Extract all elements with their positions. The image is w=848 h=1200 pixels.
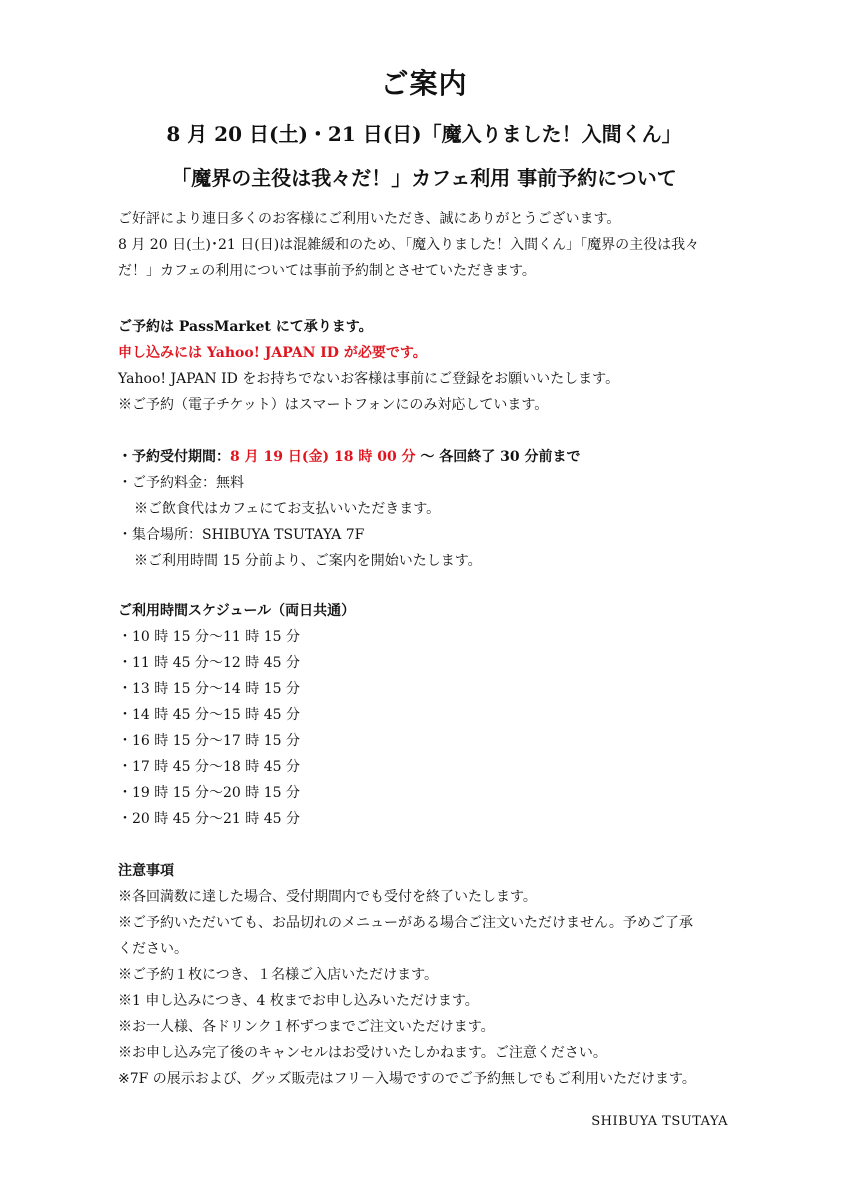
period-start: 8 月 19 日(金) 18 時 00 分 bbox=[230, 449, 416, 465]
schedule-slot: ・11 時 45 分～12 時 45 分 bbox=[118, 655, 300, 671]
note-line: ※お申し込み完了後のキャンセルはお受けいたしかねます。ご注意ください。 bbox=[118, 1045, 607, 1061]
period-label: ・予約受付期間： bbox=[118, 449, 230, 465]
cafe-subtitle: 「魔界の主役は我々だ！」カフェ利用 事前予約について bbox=[171, 166, 677, 190]
store-signature: SHIBUYA TSUTAYA bbox=[591, 1114, 728, 1129]
schedule-slot: ・17 時 45 分～18 時 45 分 bbox=[118, 759, 300, 775]
schedule-slot: ・13 時 15 分～14 時 15 分 bbox=[118, 681, 300, 697]
yahoo-id-required-notice: 申し込みには Yahoo! JAPAN ID が必要です。 bbox=[118, 345, 427, 361]
notes-heading: 注意事項 bbox=[118, 863, 174, 879]
reservation-section bbox=[118, 314, 738, 418]
intro-section bbox=[118, 206, 738, 284]
reservation-heading: ご予約は PassMarket にて承ります。 bbox=[118, 319, 373, 335]
schedule-slot: ・14 時 45 分～15 時 45 分 bbox=[118, 707, 300, 723]
note-line: ※7F の展示および、グッズ販売はフリ－入場ですのでご予約無しでもご利用いただけます。 bbox=[118, 1071, 696, 1087]
note-line: ※ご予約１枚につき、１名様ご入店いただけます。 bbox=[118, 967, 439, 983]
notes-section bbox=[118, 858, 738, 1092]
schedule-heading: ご利用時間スケジュール（両日共通） bbox=[118, 603, 356, 619]
schedule-slot: ・19 時 15 分～20 時 15 分 bbox=[118, 785, 300, 801]
reservation-period-section bbox=[118, 444, 738, 574]
reservation-period bbox=[118, 444, 738, 470]
schedule-slot: ・10 時 15 分～11 時 15 分 bbox=[118, 629, 300, 645]
note-line: ※お一人様、各ドリンク１杯ずつまでご注文いただけます。 bbox=[118, 1019, 495, 1035]
schedule-slot: ・16 時 15 分～17 時 15 分 bbox=[118, 733, 300, 749]
meeting-place-note: ※ご利用時間 15 分前より、ご案内を開始いたします。 bbox=[134, 553, 482, 569]
event-subtitle: 8 月 20 日(土)・21 日(日)「魔入りました！入間くん」 bbox=[166, 122, 682, 146]
meeting-place: ・集合場所：SHIBUYA TSUTAYA 7F bbox=[118, 527, 365, 543]
reservation-fee: ・ご予約料金：無料 bbox=[118, 475, 244, 491]
intro-line: ご好評により連日多くのお客様にご利用いただき、誠にありがとうございます。 bbox=[118, 211, 621, 227]
note-line: ※各回満数に達した場合、受付期間内でも受付を終了いたします。 bbox=[118, 889, 537, 905]
smartphone-note: ※ご予約（電子チケット）はスマートフォンにのみ対応しています。 bbox=[118, 397, 549, 413]
schedule-section bbox=[118, 598, 738, 832]
note-line: ※1 申し込みにつき、4 枚までお申し込みいただけます。 bbox=[118, 993, 479, 1009]
registration-note: Yahoo! JAPAN ID をお持ちでないお客様は事前にご登録をお願いいたします。 bbox=[118, 371, 620, 387]
note-line: ※ご予約いただいても、お品切れのメニューがある場合ご注文いただけません。予めご了承 bbox=[118, 915, 693, 931]
schedule-slot: ・20 時 45 分～21 時 45 分 bbox=[118, 811, 300, 827]
period-end: ～ 各回終了 30 分前まで bbox=[415, 449, 581, 465]
intro-line: 8 月 20 日(土)･21 日(日)は混雑緩和のため､「魔入りました！入間くん」｢魔界の主役は我々 bbox=[118, 237, 700, 253]
intro-line: だ！」カフェの利用については事前予約制とさせていただきます。 bbox=[118, 263, 536, 279]
page-title: ご案内 bbox=[380, 67, 468, 100]
note-line: ください。 bbox=[118, 941, 188, 957]
fee-note: ※ご飲食代はカフェにてお支払いいただきます。 bbox=[134, 501, 441, 517]
